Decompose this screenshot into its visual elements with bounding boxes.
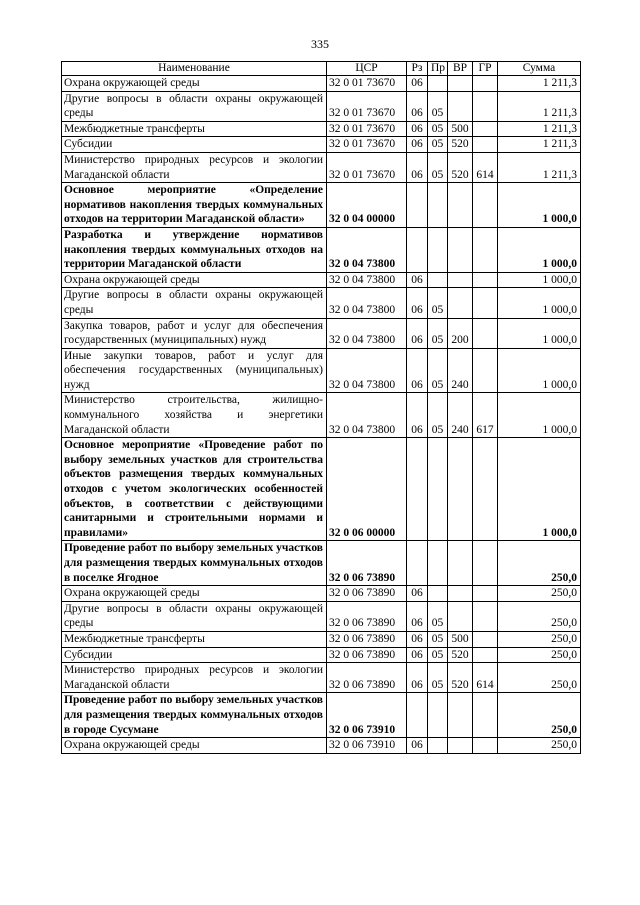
- cell-vr: 520: [448, 152, 473, 182]
- cell-csr: 32 0 01 73670: [327, 152, 407, 182]
- table-row: [62, 288, 581, 318]
- cell-name: Охрана окружающей среды: [62, 76, 327, 92]
- cell-gr: [473, 738, 498, 754]
- cell-rz: 06: [407, 586, 428, 602]
- cell-sum: 1 000,0: [498, 183, 581, 228]
- cell-gr: [473, 137, 498, 153]
- cell-csr: 32 0 04 73800: [327, 272, 407, 288]
- table-row: [62, 183, 581, 228]
- cell-vr: [448, 227, 473, 272]
- cell-name: Проведение работ по выбору земельных участков для размещения твердых коммунальных отходов в городе Сусумане: [62, 693, 327, 738]
- cell-vr: [448, 183, 473, 228]
- cell-gr: [473, 288, 498, 318]
- cell-rz: 06: [407, 272, 428, 288]
- cell-name: Охрана окружающей среды: [62, 586, 327, 602]
- header-csr: ЦСР: [327, 62, 407, 76]
- cell-rz: 06: [407, 663, 428, 693]
- cell-name: Межбюджетные трансферты: [62, 121, 327, 137]
- cell-csr: 32 0 04 00000: [327, 183, 407, 228]
- cell-vr: [448, 272, 473, 288]
- cell-vr: 520: [448, 137, 473, 153]
- page-number: 335: [311, 37, 329, 51]
- cell-rz: 06: [407, 647, 428, 663]
- cell-pr: 05: [428, 631, 448, 647]
- cell-gr: 617: [473, 393, 498, 438]
- cell-vr: [448, 601, 473, 631]
- table-row: [62, 91, 581, 121]
- cell-pr: [428, 693, 448, 738]
- cell-rz: [407, 227, 428, 272]
- cell-sum: 1 000,0: [498, 272, 581, 288]
- table-row: [62, 601, 581, 631]
- cell-sum: 1 211,3: [498, 137, 581, 153]
- cell-rz: 06: [407, 318, 428, 348]
- cell-gr: [473, 438, 498, 541]
- table-row: [62, 137, 581, 153]
- cell-name: Иные закупки товаров, работ и услуг для обеспечения государственных (муниципальных) нужд: [62, 348, 327, 393]
- cell-sum: 250,0: [498, 663, 581, 693]
- table-row: [62, 631, 581, 647]
- cell-pr: [428, 76, 448, 92]
- cell-csr: 32 0 06 73890: [327, 541, 407, 586]
- table-row: [62, 738, 581, 754]
- cell-sum: 1 000,0: [498, 393, 581, 438]
- cell-pr: [428, 541, 448, 586]
- cell-vr: 240: [448, 393, 473, 438]
- cell-rz: 06: [407, 738, 428, 754]
- cell-name: Другие вопросы в области охраны окружающей среды: [62, 91, 327, 121]
- cell-csr: 32 0 04 73800: [327, 393, 407, 438]
- cell-gr: 614: [473, 663, 498, 693]
- header-vr: ВР: [448, 62, 473, 76]
- cell-vr: 240: [448, 348, 473, 393]
- cell-pr: 05: [428, 647, 448, 663]
- cell-sum: 1 211,3: [498, 76, 581, 92]
- cell-pr: 05: [428, 663, 448, 693]
- cell-rz: 06: [407, 348, 428, 393]
- table-row: [62, 663, 581, 693]
- cell-csr: 32 0 06 73910: [327, 693, 407, 738]
- cell-sum: 250,0: [498, 541, 581, 586]
- cell-csr: 32 0 06 73890: [327, 631, 407, 647]
- cell-pr: 05: [428, 152, 448, 182]
- cell-sum: 250,0: [498, 631, 581, 647]
- cell-pr: [428, 183, 448, 228]
- cell-name: Проведение работ по выбору земельных участков для размещения твердых коммунальных отходов в поселке Ягодное: [62, 541, 327, 586]
- cell-rz: 06: [407, 76, 428, 92]
- table-row: [62, 121, 581, 137]
- header-row: [62, 62, 581, 76]
- cell-name: Основное мероприятие «Определение нормативов накопления твердых коммунальных отходов на территории Магаданской области»: [62, 183, 327, 228]
- table-row: [62, 272, 581, 288]
- cell-pr: 05: [428, 348, 448, 393]
- cell-name: Субсидии: [62, 647, 327, 663]
- cell-gr: [473, 318, 498, 348]
- cell-csr: 32 0 06 73890: [327, 663, 407, 693]
- cell-pr: 05: [428, 318, 448, 348]
- cell-sum: 1 211,3: [498, 152, 581, 182]
- cell-rz: [407, 183, 428, 228]
- cell-rz: 06: [407, 121, 428, 137]
- cell-csr: 32 0 06 73890: [327, 601, 407, 631]
- cell-gr: [473, 647, 498, 663]
- cell-gr: [473, 601, 498, 631]
- cell-gr: [473, 541, 498, 586]
- cell-name: Основное мероприятие «Проведение работ по выбору земельных участков для строительства объектов размещения твердых коммунальных отходов с учетом экологических особенностей объектов, в соответствии с действующими санитарными и строительными нормами и правилами»: [62, 438, 327, 541]
- cell-pr: 05: [428, 121, 448, 137]
- table-row: [62, 693, 581, 738]
- cell-pr: [428, 227, 448, 272]
- cell-pr: 05: [428, 288, 448, 318]
- cell-vr: 520: [448, 663, 473, 693]
- cell-pr: [428, 738, 448, 754]
- cell-csr: 32 0 01 73670: [327, 121, 407, 137]
- cell-rz: [407, 541, 428, 586]
- table-row: [62, 76, 581, 92]
- cell-name: Министерство природных ресурсов и экологии Магаданской области: [62, 663, 327, 693]
- cell-vr: [448, 288, 473, 318]
- table-row: [62, 647, 581, 663]
- cell-sum: 1 000,0: [498, 288, 581, 318]
- table-row: [62, 586, 581, 602]
- table-row: [62, 227, 581, 272]
- cell-csr: 32 0 06 73890: [327, 586, 407, 602]
- cell-csr: 32 0 06 00000: [327, 438, 407, 541]
- cell-sum: 250,0: [498, 738, 581, 754]
- cell-rz: 06: [407, 137, 428, 153]
- cell-rz: 06: [407, 631, 428, 647]
- cell-gr: [473, 76, 498, 92]
- cell-gr: [473, 693, 498, 738]
- header-pr: Пр: [428, 62, 448, 76]
- cell-vr: 200: [448, 318, 473, 348]
- cell-csr: 32 0 06 73890: [327, 647, 407, 663]
- cell-vr: [448, 738, 473, 754]
- cell-vr: [448, 76, 473, 92]
- cell-gr: [473, 348, 498, 393]
- cell-rz: [407, 438, 428, 541]
- cell-sum: 1 211,3: [498, 91, 581, 121]
- cell-vr: [448, 586, 473, 602]
- cell-gr: [473, 183, 498, 228]
- cell-csr: 32 0 01 73670: [327, 76, 407, 92]
- cell-gr: [473, 631, 498, 647]
- table-row: [62, 438, 581, 541]
- cell-name: Министерство природных ресурсов и экологии Магаданской области: [62, 152, 327, 182]
- cell-name: Охрана окружающей среды: [62, 738, 327, 754]
- cell-gr: 614: [473, 152, 498, 182]
- cell-name: Субсидии: [62, 137, 327, 153]
- cell-name: Охрана окружающей среды: [62, 272, 327, 288]
- cell-name: Другие вопросы в области охраны окружающей среды: [62, 601, 327, 631]
- cell-vr: [448, 541, 473, 586]
- cell-name: Разработка и утверждение нормативов накопления твердых коммунальных отходов на территории Магаданской области: [62, 227, 327, 272]
- header-name: Наименование: [62, 62, 327, 76]
- cell-rz: 06: [407, 152, 428, 182]
- cell-vr: 520: [448, 647, 473, 663]
- cell-pr: [428, 438, 448, 541]
- cell-sum: 1 000,0: [498, 318, 581, 348]
- budget-table: [61, 61, 581, 754]
- cell-csr: 32 0 04 73800: [327, 227, 407, 272]
- cell-sum: 250,0: [498, 586, 581, 602]
- header-gr: ГР: [473, 62, 498, 76]
- table-row: [62, 318, 581, 348]
- cell-name: Закупка товаров, работ и услуг для обеспечения государственных (муниципальных) нужд: [62, 318, 327, 348]
- cell-csr: 32 0 01 73670: [327, 91, 407, 121]
- cell-vr: [448, 693, 473, 738]
- cell-vr: [448, 438, 473, 541]
- table-row: [62, 348, 581, 393]
- cell-rz: 06: [407, 601, 428, 631]
- cell-gr: [473, 272, 498, 288]
- table-row: [62, 152, 581, 182]
- cell-sum: 1 000,0: [498, 348, 581, 393]
- cell-vr: 500: [448, 631, 473, 647]
- cell-sum: 250,0: [498, 601, 581, 631]
- cell-sum: 1 000,0: [498, 438, 581, 541]
- cell-vr: 500: [448, 121, 473, 137]
- table-row: [62, 541, 581, 586]
- table-row: [62, 393, 581, 438]
- cell-csr: 32 0 06 73910: [327, 738, 407, 754]
- cell-pr: [428, 272, 448, 288]
- cell-name: Министерство строительства, жилищно-коммунального хозяйства и энергетики Магаданской области: [62, 393, 327, 438]
- header-sum: Сумма: [498, 62, 581, 76]
- cell-pr: 05: [428, 91, 448, 121]
- cell-gr: [473, 586, 498, 602]
- cell-csr: 32 0 04 73800: [327, 288, 407, 318]
- cell-name: Межбюджетные трансферты: [62, 631, 327, 647]
- cell-rz: 06: [407, 288, 428, 318]
- cell-rz: 06: [407, 393, 428, 438]
- cell-gr: [473, 91, 498, 121]
- cell-csr: 32 0 04 73800: [327, 348, 407, 393]
- cell-sum: 250,0: [498, 647, 581, 663]
- cell-pr: 05: [428, 393, 448, 438]
- cell-csr: 32 0 01 73670: [327, 137, 407, 153]
- cell-rz: 06: [407, 91, 428, 121]
- cell-sum: 1 211,3: [498, 121, 581, 137]
- cell-pr: 05: [428, 601, 448, 631]
- cell-rz: [407, 693, 428, 738]
- cell-name: Другие вопросы в области охраны окружающей среды: [62, 288, 327, 318]
- cell-pr: 05: [428, 137, 448, 153]
- cell-gr: [473, 227, 498, 272]
- cell-sum: 1 000,0: [498, 227, 581, 272]
- header-rz: Рз: [407, 62, 428, 76]
- cell-vr: [448, 91, 473, 121]
- cell-csr: 32 0 04 73800: [327, 318, 407, 348]
- cell-gr: [473, 121, 498, 137]
- cell-pr: [428, 586, 448, 602]
- cell-sum: 250,0: [498, 693, 581, 738]
